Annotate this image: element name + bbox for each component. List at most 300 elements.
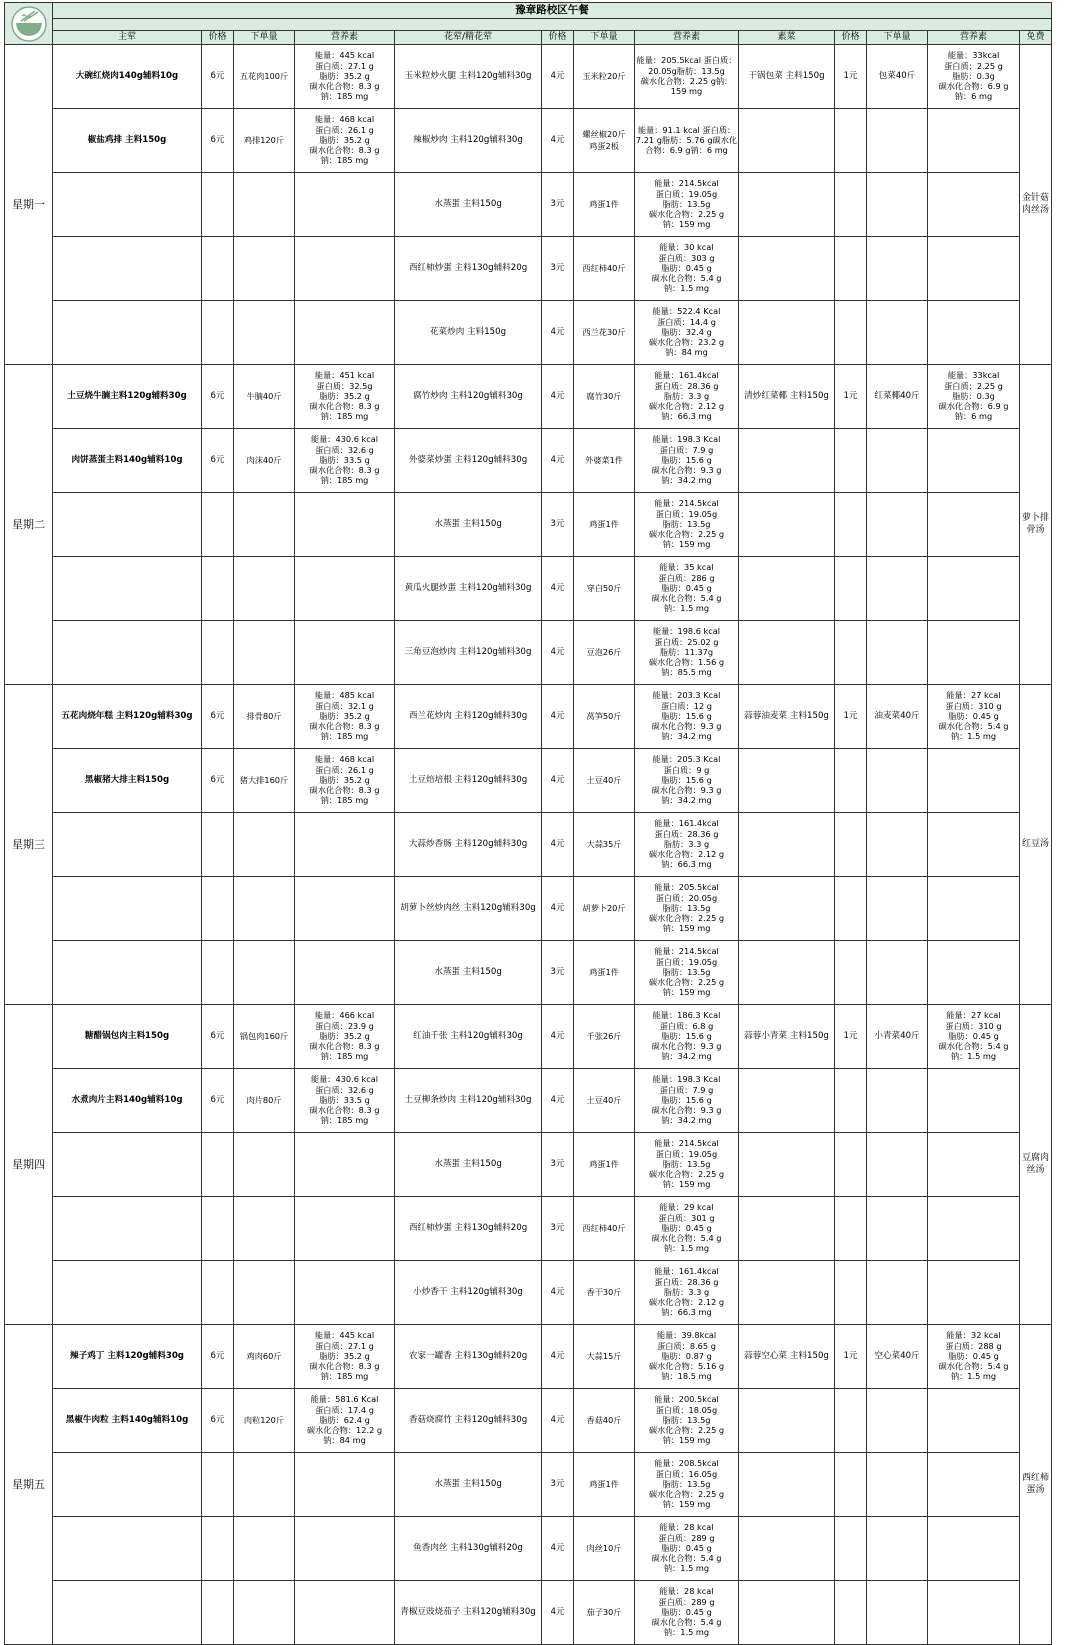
- veg-price-text: 1元: [843, 711, 858, 722]
- menu-row: [5, 493, 1052, 557]
- veg-price: [835, 429, 867, 493]
- side-order-text: 西兰花30斤: [582, 326, 626, 337]
- side-price: [542, 1261, 574, 1325]
- side-dish-text: 水蒸蛋 主料150g: [434, 199, 502, 210]
- side-price-text: 4元: [550, 583, 565, 594]
- veg-dish: [739, 365, 835, 429]
- veg-price: [835, 45, 867, 109]
- side-order-text: 玉米粒20斤: [582, 70, 626, 81]
- side-nutrition: [635, 1133, 739, 1197]
- free-soup-text: 金针菇肉丝汤: [1021, 193, 1049, 215]
- main-nutrition: [295, 1005, 395, 1069]
- main-dish: [53, 1069, 202, 1133]
- main-order: [234, 813, 295, 877]
- veg-price: [835, 1069, 867, 1133]
- veg-order: [867, 1325, 928, 1389]
- free-soup-text: 萝卜排骨汤: [1021, 513, 1049, 535]
- side-nutrition-text: 能量：214.5kcal 蛋白质：19.05g 脂肪：13.5g 碳水化合物：2.25 g 钠：159 mg: [648, 946, 725, 998]
- main-nutrition: [295, 557, 395, 621]
- side-price-text: 4元: [550, 647, 565, 658]
- veg-nutrition-text: 能量：27 kcal 蛋白质：310 g 脂肪：0.45 g 碳水化合物：5.4 g 钠：1.5 mg: [938, 1010, 1009, 1062]
- veg-nutrition: [928, 685, 1020, 749]
- veg-price-text: 1元: [843, 391, 858, 402]
- side-nutrition: [635, 1069, 739, 1133]
- side-price-text: 3元: [550, 1479, 565, 1490]
- side-nutrition-text: 能量：203.3 Kcal 蛋白质：12 g 脂肪：15.6 g 碳水化合物：9.3 g 钠：34.2 mg: [651, 690, 722, 742]
- day-label-text: 星期四: [12, 1157, 45, 1171]
- veg-order: [867, 685, 928, 749]
- logo: [5, 3, 53, 45]
- side-dish-text: 水蒸蛋 主料150g: [434, 519, 502, 530]
- veg-nutrition: [928, 1261, 1020, 1325]
- veg-price: [835, 685, 867, 749]
- main-order: [234, 685, 295, 749]
- side-order: [574, 685, 635, 749]
- main-order: [234, 109, 295, 173]
- menu-row: [5, 877, 1052, 941]
- veg-nutrition: [928, 1517, 1020, 1581]
- veg-order: [867, 1581, 928, 1645]
- side-order: [574, 429, 635, 493]
- day-label: [5, 365, 53, 685]
- main-nutrition: [295, 621, 395, 685]
- veg-price-text: 1元: [843, 1031, 858, 1042]
- header-spacer: [53, 19, 1052, 31]
- main-dish-text: 辣子鸡丁 主料120g辅料30g: [70, 1351, 184, 1362]
- main-order: [234, 45, 295, 109]
- veg-dish: [739, 1517, 835, 1581]
- main-dish: [53, 1325, 202, 1389]
- veg-order: [867, 877, 928, 941]
- main-order: [234, 173, 295, 237]
- side-nutrition-text: 能量：208.5kcal 蛋白质：16.05g 脂肪：13.5g 碳水化合物：2.25 g 钠：159 mg: [648, 1458, 725, 1510]
- side-price: [542, 1005, 574, 1069]
- veg-nutrition: [928, 1325, 1020, 1389]
- main-price: [202, 1453, 234, 1517]
- main-nutrition: [295, 1325, 395, 1389]
- menu-row: [5, 557, 1052, 621]
- veg-dish: [739, 429, 835, 493]
- veg-nutrition: [928, 621, 1020, 685]
- side-order: [574, 1453, 635, 1517]
- side-dish: [395, 1005, 542, 1069]
- side-order: [574, 1389, 635, 1453]
- header-free: 免费: [1020, 31, 1052, 45]
- veg-price-text: 1元: [843, 71, 858, 82]
- main-price: [202, 749, 234, 813]
- main-dish: [53, 365, 202, 429]
- main-dish-text: 肉饼蒸蛋主料140g辅料10g: [71, 455, 183, 466]
- side-dish: [395, 749, 542, 813]
- main-price: [202, 941, 234, 1005]
- menu-row: [5, 1069, 1052, 1133]
- veg-price: [835, 237, 867, 301]
- main-dish: [53, 557, 202, 621]
- menu-row: [5, 109, 1052, 173]
- side-price-text: 4元: [550, 1095, 565, 1106]
- main-nutrition: [295, 109, 395, 173]
- main-price-text: 6元: [210, 391, 225, 402]
- veg-nutrition: [928, 1581, 1020, 1645]
- side-price: [542, 173, 574, 237]
- main-price-text: 6元: [210, 1415, 225, 1426]
- veg-dish: [739, 173, 835, 237]
- veg-dish: [739, 45, 835, 109]
- main-order-text: 牛腩40斤: [246, 390, 282, 401]
- veg-nutrition: [928, 749, 1020, 813]
- day-label: [5, 45, 53, 365]
- side-order-text: 茄子30斤: [586, 1606, 622, 1617]
- side-price-text: 4元: [550, 327, 565, 338]
- main-price: [202, 1069, 234, 1133]
- side-nutrition-text: 能量：186.3 Kcal 蛋白质：6.8 g 脂肪：15.6 g 碳水化合物：9.3 g 钠：34.2 mg: [651, 1010, 722, 1062]
- main-dish: [53, 429, 202, 493]
- side-price-text: 4元: [550, 391, 565, 402]
- side-dish-text: 黄瓜火腿炒蛋 主料120g辅料30g: [404, 583, 532, 594]
- side-dish-text: 水蒸蛋 主料150g: [434, 967, 502, 978]
- side-order-text: 鸡蛋1件: [589, 966, 619, 977]
- main-price: [202, 45, 234, 109]
- day-label-text: 星期五: [12, 1477, 45, 1491]
- side-nutrition-text: 能量：28 kcal 蛋白质：289 g 脂肪：0.45 g 碳水化合物：5.4 g 钠：1.5 mg: [651, 1586, 722, 1638]
- side-dish-text: 水蒸蛋 主料150g: [434, 1159, 502, 1170]
- side-nutrition-text: 能量：205.3 Kcal 蛋白质：9 g 脂肪：15.6 g 碳水化合物：9.3 g 钠：34.2 mg: [651, 754, 722, 806]
- veg-nutrition: [928, 237, 1020, 301]
- side-nutrition: [635, 1197, 739, 1261]
- main-price: [202, 877, 234, 941]
- side-price-text: 3元: [550, 199, 565, 210]
- main-order: [234, 749, 295, 813]
- side-dish-text: 胡萝卜丝炒肉丝 主料120g辅料30g: [400, 903, 536, 914]
- veg-nutrition: [928, 1389, 1020, 1453]
- side-price: [542, 109, 574, 173]
- main-dish: [53, 941, 202, 1005]
- main-order: [234, 429, 295, 493]
- day-label: [5, 1005, 53, 1325]
- header-side-nutrition: 营养素: [635, 31, 739, 45]
- side-dish: [395, 1325, 542, 1389]
- side-order-text: 胡萝卜20斤: [582, 902, 626, 913]
- veg-price: [835, 493, 867, 557]
- side-order: [574, 1581, 635, 1645]
- main-nutrition: [295, 749, 395, 813]
- side-nutrition-text: 能量：198.3 Kcal 蛋白质：7.9 g 脂肪：15.6 g 碳水化合物：9.3 g 钠：34.2 mg: [651, 434, 722, 486]
- veg-price: [835, 1005, 867, 1069]
- menu-row: [5, 1389, 1052, 1453]
- main-order: [234, 1389, 295, 1453]
- veg-dish: [739, 813, 835, 877]
- main-price: [202, 237, 234, 301]
- veg-price: [835, 1133, 867, 1197]
- veg-order: [867, 557, 928, 621]
- main-price: [202, 621, 234, 685]
- main-dish-text: 糖醋锅包肉主料150g: [84, 1031, 170, 1042]
- side-nutrition-text: 能量：161.4kcal 蛋白质：28.36 g 脂肪：3.3 g 碳水化合物：2.12 g 钠：66.3 mg: [648, 370, 725, 422]
- side-nutrition-text: 能量：214.5kcal 蛋白质：19.05g 脂肪：13.5g 碳水化合物：2.25 g 钠：159 mg: [648, 1138, 725, 1190]
- veg-price: [835, 557, 867, 621]
- veg-order: [867, 621, 928, 685]
- veg-order-text: 小青菜40斤: [874, 1031, 920, 1042]
- menu-row: [5, 365, 1052, 429]
- veg-order: [867, 173, 928, 237]
- side-nutrition: [635, 1005, 739, 1069]
- side-nutrition: [635, 173, 739, 237]
- side-nutrition: [635, 1261, 739, 1325]
- side-price-text: 4元: [550, 1543, 565, 1554]
- menu-row: [5, 685, 1052, 749]
- main-price: [202, 1389, 234, 1453]
- side-order-text: 肉丝10斤: [586, 1542, 622, 1553]
- side-dish: [395, 1517, 542, 1581]
- side-order: [574, 365, 635, 429]
- main-nutrition-text: 能量：485 kcal 蛋白质：32.1 g 脂肪：35.2 g 碳水化合物：8.3 g 钠：185 mg: [309, 690, 380, 742]
- main-price: [202, 1133, 234, 1197]
- side-dish: [395, 1261, 542, 1325]
- main-order: [234, 941, 295, 1005]
- side-price: [542, 685, 574, 749]
- side-nutrition: [635, 1325, 739, 1389]
- menu-row: [5, 1261, 1052, 1325]
- main-order: [234, 365, 295, 429]
- side-order-text: 鸡蛋1件: [589, 1478, 619, 1489]
- side-price-text: 3元: [550, 1223, 565, 1234]
- side-nutrition: [635, 1389, 739, 1453]
- veg-nutrition: [928, 813, 1020, 877]
- side-order: [574, 877, 635, 941]
- veg-order: [867, 1197, 928, 1261]
- veg-order: [867, 109, 928, 173]
- main-order: [234, 1581, 295, 1645]
- veg-price: [835, 109, 867, 173]
- main-nutrition: [295, 237, 395, 301]
- side-nutrition-text: 能量：39.8kcal 蛋白质：8.65 g 脂肪：0.87 g 碳水化合物：5.16 g 钠：18.5 mg: [648, 1330, 725, 1382]
- main-order-text: 猪大排160斤: [239, 774, 289, 785]
- main-nutrition-text: 能量：445 kcal 蛋白质：27.1 g 脂肪：35.2 g 碳水化合物：8.3 g 钠：185 mg: [309, 1330, 380, 1382]
- side-order: [574, 1197, 635, 1261]
- side-order: [574, 1133, 635, 1197]
- main-order-text: 鸡排120斤: [243, 134, 285, 145]
- side-nutrition-text: 能量：205.5kcal 蛋白质：20.05g脂肪：13.5g 碳水化合物：2.25 g钠：159 mg: [636, 55, 737, 97]
- side-order-text: 土豆40斤: [586, 1094, 622, 1105]
- veg-price: [835, 877, 867, 941]
- menu-row: [5, 1005, 1052, 1069]
- veg-order: [867, 1261, 928, 1325]
- side-nutrition-text: 能量：91.1 kcal 蛋白质：7.21 g脂肪：5.76 g碳水化合物：6.9 g钠：6 mg: [635, 124, 738, 155]
- side-order-text: 大蒜35斤: [586, 838, 622, 849]
- main-order: [234, 1133, 295, 1197]
- veg-dish: [739, 237, 835, 301]
- side-price-text: 4元: [550, 1351, 565, 1362]
- side-order-text: 大蒜15斤: [586, 1350, 622, 1361]
- veg-price: [835, 813, 867, 877]
- side-dish: [395, 1453, 542, 1517]
- header-veg-price: 价格: [835, 31, 867, 45]
- main-price-text: 6元: [210, 455, 225, 466]
- main-order: [234, 1325, 295, 1389]
- side-nutrition: [635, 1517, 739, 1581]
- side-nutrition-text: 能量：198.6 kcal 蛋白质：25.02 g 脂肪：11.37g 碳水化合物：1.56 g 钠：85.5 mg: [648, 626, 725, 678]
- side-nutrition-text: 能量：214.5kcal 蛋白质：19.05g 脂肪：13.5g 碳水化合物：2.25 g 钠：159 mg: [648, 178, 725, 230]
- main-order: [234, 1261, 295, 1325]
- main-nutrition: [295, 1453, 395, 1517]
- veg-nutrition: [928, 429, 1020, 493]
- side-order: [574, 813, 635, 877]
- veg-dish: [739, 1261, 835, 1325]
- main-dish: [53, 1517, 202, 1581]
- main-order: [234, 493, 295, 557]
- veg-dish: [739, 301, 835, 365]
- side-dish: [395, 301, 542, 365]
- veg-order: [867, 1389, 928, 1453]
- side-price-text: 4元: [550, 711, 565, 722]
- menu-row: [5, 621, 1052, 685]
- main-order: [234, 1069, 295, 1133]
- side-price-text: 4元: [550, 71, 565, 82]
- main-nutrition: [295, 173, 395, 237]
- veg-dish: [739, 877, 835, 941]
- veg-price: [835, 365, 867, 429]
- veg-price: [835, 1453, 867, 1517]
- main-order-text: 肉片80斤: [246, 1094, 282, 1105]
- side-price: [542, 1581, 574, 1645]
- side-dish-text: 小炒香干 主料120g辅料30g: [413, 1287, 523, 1298]
- veg-price: [835, 173, 867, 237]
- free-soup: [1020, 1005, 1052, 1325]
- header-side-order: 下单量: [574, 31, 635, 45]
- side-dish-text: 香菇烧腐竹 主料120g辅料30g: [408, 1415, 528, 1426]
- side-price-text: 3元: [550, 263, 565, 274]
- main-order: [234, 557, 295, 621]
- side-order-text: 鸡蛋1件: [589, 518, 619, 529]
- main-order: [234, 1453, 295, 1517]
- side-price: [542, 365, 574, 429]
- main-dish: [53, 45, 202, 109]
- main-nutrition-text: 能量：430.6 kcal 蛋白质：32.6 g 脂肪：33.5 g 碳水化合物：8.3 g 钠：185 mg: [309, 1074, 380, 1126]
- main-price-text: 6元: [210, 711, 225, 722]
- menu-row: [5, 813, 1052, 877]
- main-nutrition: [295, 685, 395, 749]
- veg-order: [867, 1069, 928, 1133]
- main-price: [202, 173, 234, 237]
- side-nutrition-text: 能量：161.4kcal 蛋白质：28.36 g 脂肪：3.3 g 碳水化合物：2.12 g 钠：66.3 mg: [648, 1266, 725, 1318]
- side-order: [574, 237, 635, 301]
- main-dish: [53, 301, 202, 365]
- main-nutrition: [295, 1133, 395, 1197]
- menu-row: [5, 173, 1052, 237]
- main-nutrition: [295, 1069, 395, 1133]
- main-dish: [53, 109, 202, 173]
- side-dish: [395, 429, 542, 493]
- veg-price: [835, 749, 867, 813]
- side-dish: [395, 109, 542, 173]
- side-nutrition-text: 能量：30 kcal 蛋白质：303 g 脂肪：0.45 g 碳水化合物：5.4 g 钠：1.5 mg: [651, 242, 722, 294]
- veg-price: [835, 1517, 867, 1581]
- main-nutrition: [295, 1261, 395, 1325]
- menu-row: [5, 1517, 1052, 1581]
- main-dish: [53, 877, 202, 941]
- side-order: [574, 1261, 635, 1325]
- veg-price: [835, 1325, 867, 1389]
- side-dish-text: 西兰花炒肉 主料120g辅料30g: [408, 711, 528, 722]
- side-nutrition-text: 能量：35 kcal 蛋白质：286 g 脂肪：0.45 g 碳水化合物：5.4 g 钠：1.5 mg: [651, 562, 722, 614]
- main-dish: [53, 1453, 202, 1517]
- main-dish-text: 黑椒猪大排主料150g: [84, 775, 170, 786]
- side-order: [574, 493, 635, 557]
- side-dish-text: 外婆菜炒蛋 主料120g辅料30g: [408, 455, 528, 466]
- main-order-text: 鸡肉60斤: [246, 1350, 282, 1361]
- side-dish: [395, 1581, 542, 1645]
- main-price: [202, 493, 234, 557]
- side-order-text: 西红柿40斤: [582, 262, 626, 273]
- veg-dish-text: 蒜蓉小青菜 主料150g: [744, 1031, 829, 1042]
- side-price: [542, 301, 574, 365]
- side-price-text: 4元: [550, 903, 565, 914]
- veg-nutrition: [928, 173, 1020, 237]
- header-main-nutrition: 营养素: [295, 31, 395, 45]
- side-price-text: 3元: [550, 967, 565, 978]
- veg-dish: [739, 685, 835, 749]
- veg-nutrition: [928, 557, 1020, 621]
- veg-nutrition: [928, 109, 1020, 173]
- main-dish-text: 黑椒牛肉粒 主料140g辅料10g: [65, 1415, 189, 1426]
- side-dish-text: 鱼香肉丝 主料130g辅料20g: [413, 1543, 523, 1554]
- side-nutrition: [635, 557, 739, 621]
- veg-dish: [739, 1133, 835, 1197]
- side-price: [542, 749, 574, 813]
- veg-nutrition: [928, 493, 1020, 557]
- veg-nutrition-text: 能量：27 kcal 蛋白质：310 g 脂肪：0.45 g 碳水化合物：5.4 g 钠：1.5 mg: [938, 690, 1009, 742]
- veg-dish: [739, 1325, 835, 1389]
- veg-price-text: 1元: [843, 1351, 858, 1362]
- main-price: [202, 365, 234, 429]
- side-dish-text: 土豆焙培根 主料120g辅料30g: [408, 775, 528, 786]
- side-nutrition-text: 能量：214.5kcal 蛋白质：19.05g 脂肪：13.5g 碳水化合物：2.25 g 钠：159 mg: [648, 498, 725, 550]
- veg-nutrition: [928, 365, 1020, 429]
- side-nutrition-text: 能量：29 kcal 蛋白质：301 g 脂肪：0.45 g 碳水化合物：5.4 g 钠：1.5 mg: [651, 1202, 722, 1254]
- main-price: [202, 1581, 234, 1645]
- menu-row: [5, 941, 1052, 1005]
- veg-order-text: 红菜椰40斤: [874, 391, 920, 402]
- main-order: [234, 1517, 295, 1581]
- side-dish-text: 水蒸蛋 主料150g: [434, 1479, 502, 1490]
- main-nutrition: [295, 365, 395, 429]
- side-dish-text: 土豆柳条炒肉 主料120g辅料30g: [404, 1095, 532, 1106]
- main-dish: [53, 813, 202, 877]
- side-price-text: 4元: [550, 1031, 565, 1042]
- main-dish-text: 土豆烧牛腩主料120g辅料30g: [67, 391, 187, 402]
- main-order-text: 肉粒120斤: [243, 1414, 285, 1425]
- veg-dish: [739, 941, 835, 1005]
- side-price: [542, 237, 574, 301]
- side-price: [542, 1453, 574, 1517]
- side-order-text: 鸡蛋1件: [589, 198, 619, 209]
- menu-row: [5, 237, 1052, 301]
- side-order-text: 香干30斤: [586, 1286, 622, 1297]
- side-price-text: 3元: [550, 519, 565, 530]
- main-nutrition-text: 能量：468 kcal 蛋白质：26.1 g 脂肪：35.2 g 碳水化合物：8.3 g 钠：185 mg: [309, 754, 380, 806]
- veg-order: [867, 1133, 928, 1197]
- side-dish: [395, 813, 542, 877]
- veg-dish: [739, 621, 835, 685]
- main-nutrition: [295, 1389, 395, 1453]
- side-price: [542, 1069, 574, 1133]
- side-order-text: 外婆菜1件: [585, 454, 623, 465]
- free-soup: [1020, 45, 1052, 365]
- side-nutrition: [635, 45, 739, 109]
- veg-order: [867, 493, 928, 557]
- main-price: [202, 557, 234, 621]
- main-dish-text: 大碗红烧肉140g辅料10g: [75, 71, 179, 82]
